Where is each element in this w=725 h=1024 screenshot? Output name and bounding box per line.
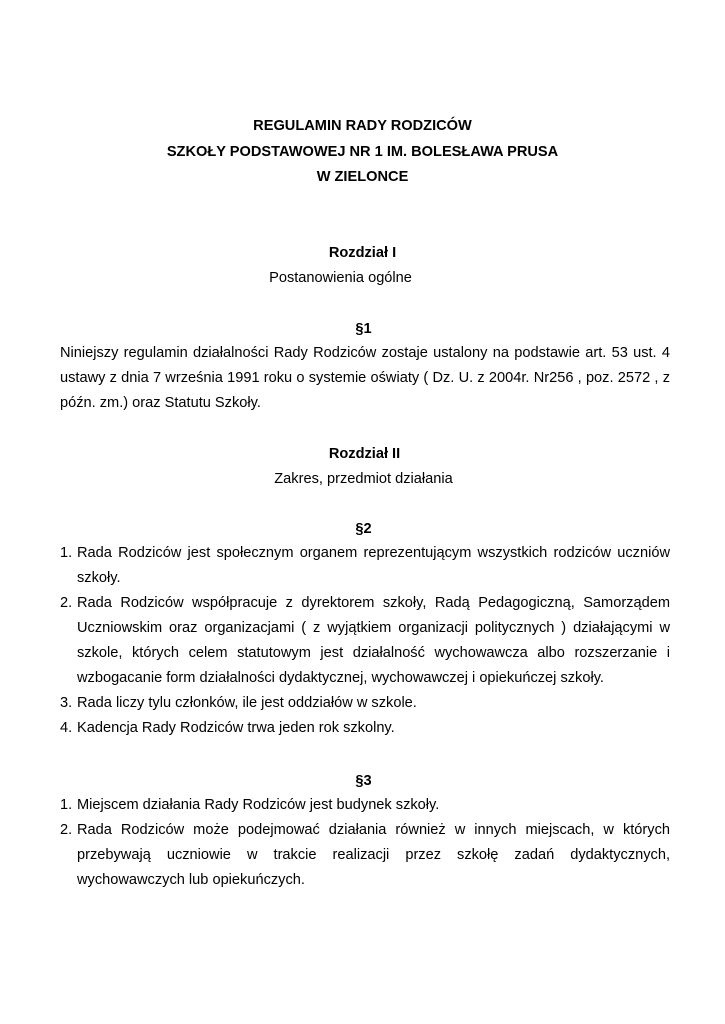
list-item-number: 1.	[60, 797, 73, 813]
list-item-text: Miejscem działania Rady Rodziców jest budynek szkoły.	[77, 797, 440, 813]
section-1-text: Niniejszy regulamin działalności Rady Rodziców zostaje ustalony na podstawie art. 53 ust. 4 ustawy z dnia 7 września 1991 roku o systemie oświaty ( Dz. U. z 2004r. Nr256 , poz. 2572 , z późn. zm.) oraz Statutu Szkoły.	[60, 345, 670, 411]
list-item-text: Rada Rodziców może podejmować działania również w innych miejscach, w których przebywają uczniowie w trakcie realizacji przez szkołę zadań dydaktycznych, wychowawczych lub opiekuńczych.	[77, 822, 670, 888]
list-item-text: Rada Rodziców współpracuje z dyrektorem szkoły, Radą Pedagogiczną, Samorządem Uczniowskim oraz organizacjami ( z wyjątkiem organizacji politycznych ) działającymi w szkole, których celem statutowym jest działalność wychowawcza albo rozszerzanie i wzbogacanie form działalności dydaktycznej, wychowawczej i opiekuńczej szkoły.	[77, 595, 670, 686]
list-item	[60, 541, 670, 591]
chapter-1-heading: Rozdział I	[328, 245, 397, 261]
chapter-2-subheading: Zakres, przedmiot działania	[274, 471, 453, 487]
list-item-text: Rada liczy tylu członków, ile jest oddziałów w szkole.	[77, 695, 417, 711]
section-3-label: §3	[355, 773, 372, 789]
section-2-label: §2	[355, 521, 372, 537]
list-item	[60, 818, 670, 893]
chapter-1-subheading: Postanowienia ogólne	[269, 270, 412, 286]
list-item	[60, 591, 670, 691]
list-item-number: 1.	[60, 545, 73, 561]
list-item-number: 3.	[60, 695, 73, 711]
list-item-text: Kadencja Rady Rodziców trwa jeden rok szkolny.	[77, 720, 395, 736]
list-item-number: 4.	[60, 720, 73, 736]
list-item-number: 2.	[60, 822, 73, 838]
document-title-line-1: REGULAMIN RADY RODZICÓW	[253, 118, 472, 134]
list-item	[60, 716, 670, 741]
document-title-line-3: W ZIELONCE	[316, 169, 409, 185]
list-item-number: 2.	[60, 595, 73, 611]
section-1-label: §1	[355, 321, 372, 337]
section-3-list	[60, 793, 670, 893]
chapter-2-heading: Rozdział II	[328, 446, 401, 462]
section-2-list	[60, 541, 670, 741]
list-item-text: Rada Rodziców jest społecznym organem reprezentującym wszystkich rodziców uczniów szkoły.	[77, 545, 670, 586]
list-item	[60, 691, 670, 716]
list-item	[60, 793, 670, 818]
document-title-line-2: SZKOŁY PODSTAWOWEJ NR 1 IM. BOLESŁAWA PRUSA	[166, 144, 559, 160]
